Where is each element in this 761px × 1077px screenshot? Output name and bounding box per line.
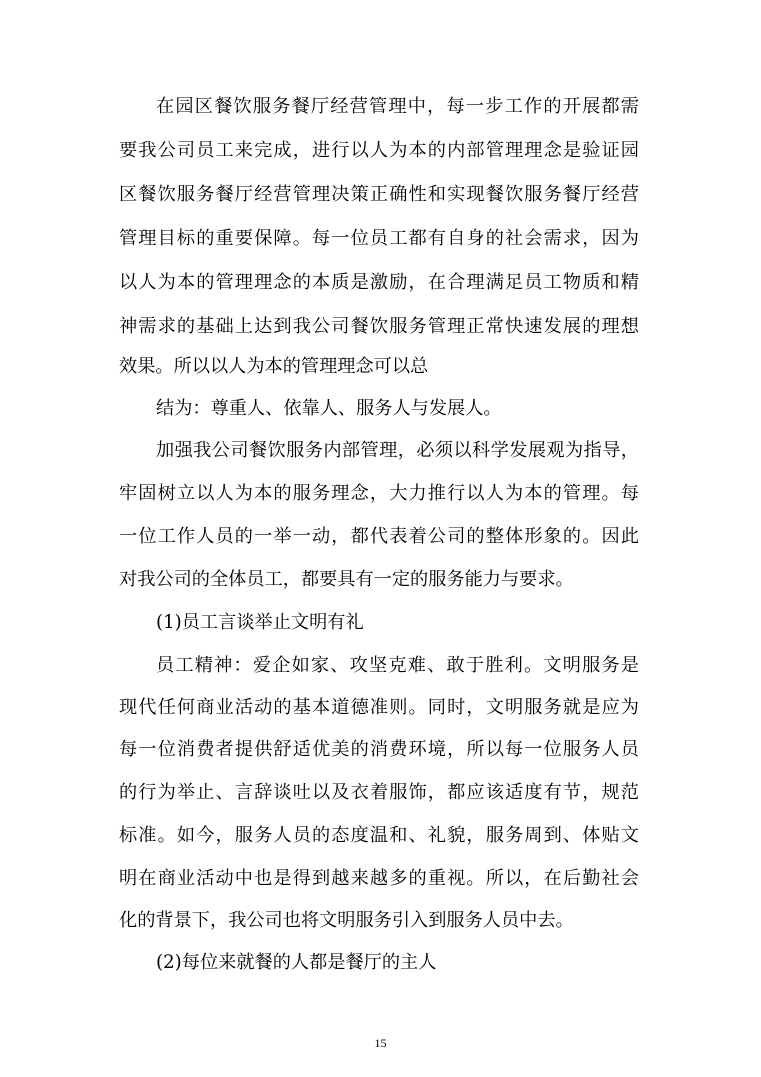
section-heading: (2)每位来就餐的人都是餐厅的主人 — [156, 952, 437, 973]
text-line: 以人为本的管理理念的本质是激励，在合理满足员工物质和精 — [119, 272, 639, 293]
text-line: 化的背景下，我公司也将文明服务引入到服务人员中去。 — [119, 910, 574, 931]
text-line: 要我公司员工来完成，进行以人为本的内部管理理念是验证园 — [119, 140, 639, 161]
text-line: 明在商业活动中也是得到越来越多的重视。所以，在后勤社会 — [119, 868, 639, 889]
page-number: 15 — [374, 1036, 387, 1050]
text-line: 效果。所以以人为本的管理理念可以总 — [119, 356, 429, 377]
text-line: 的行为举止、言辞谈吐以及衣着服饰，都应该适度有节，规范 — [119, 782, 639, 803]
text-line: 员工精神：爱企如家、攻坚克难、敢于胜利。文明服务是 — [156, 655, 639, 676]
text-line: 标准。如今，服务人员的态度温和、礼貌，服务周到、体贴文 — [119, 825, 639, 846]
text-line: 每一位消费者提供舒适优美的消费环境，所以每一位服务人员 — [119, 739, 639, 760]
text-line: 加强我公司餐饮服务内部管理，必须以科学发展观为指导， — [156, 440, 639, 461]
section-heading: (1)员工言谈举止文明有礼 — [156, 612, 364, 633]
text-line: 现代任何商业活动的基本道德准则。同时，文明服务就是应为 — [119, 697, 639, 718]
text-line: 管理目标的重要保障。每一位员工都有自身的社会需求，因为 — [119, 228, 639, 249]
text-line: 对我公司的全体员工，都要具有一定的服务能力与要求。 — [119, 569, 574, 590]
text-line: 结为：尊重人、依靠人、服务人与发展人。 — [156, 398, 502, 419]
text-line: 在园区餐饮服务餐厅经营管理中，每一步工作的开展都需 — [156, 96, 639, 117]
text-line: 一位工作人员的一举一动，都代表着公司的整体形象的。因此 — [119, 526, 639, 547]
text-line: 神需求的基础上达到我公司餐饮服务管理正常快速发展的理想 — [119, 316, 639, 337]
text-line: 区餐饮服务餐厅经营管理决策正确性和实现餐饮服务餐厅经营 — [119, 184, 639, 205]
text-line: 牢固树立以人为本的服务理念，大力推行以人为本的管理。每 — [119, 483, 639, 504]
